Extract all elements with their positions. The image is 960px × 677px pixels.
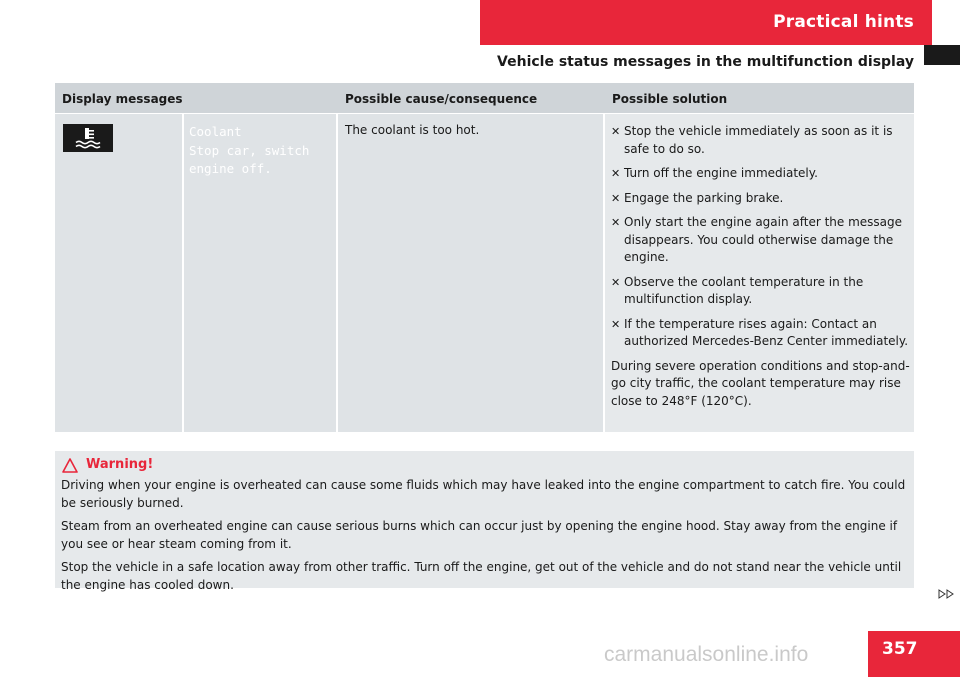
- display-line: engine off.: [189, 161, 272, 176]
- warning-paragraph: Stop the vehicle in a safe location away from other traffic. Turn off the engine, get out of the vehicle and do not stand near the vehicle until the engine has cooled down.: [61, 560, 902, 592]
- list-item: [611, 316, 911, 351]
- solution-list: [611, 123, 911, 410]
- cause-cell: [338, 114, 603, 432]
- display-message-text: [189, 123, 309, 179]
- display-line: Coolant: [189, 124, 242, 139]
- solution-step: Stop the vehicle immediately as soon as it is safe to do so.: [624, 124, 893, 156]
- solution-step: Observe the coolant temperature in the multifunction display.: [624, 274, 864, 306]
- page-number: 357: [868, 631, 960, 677]
- solution-step: If the temperature rises again: Contact an authorized Mercedes-Benz Center immediately.: [624, 316, 909, 348]
- continued-arrows-icon: [937, 588, 957, 600]
- solution-step: Engage the parking brake.: [624, 190, 784, 205]
- list-item: [611, 165, 911, 183]
- solution-step: Turn off the engine immediately.: [624, 166, 818, 180]
- status-message-table: [55, 83, 914, 432]
- column-header-solution: Possible solution: [612, 92, 728, 106]
- warning-paragraph: Steam from an overheated engine can cause serious burns which can occur just by opening the engine hood. Stay away from the engine if you see or hear steam coming from it.: [61, 519, 898, 551]
- section-title: Practical hints: [480, 0, 932, 45]
- list-item: [611, 123, 911, 158]
- page-subtitle: Vehicle status messages in the multifunction display: [497, 54, 914, 70]
- bullet-arrow-icon: ✕: [611, 275, 621, 289]
- thumb-index-tab: [924, 45, 960, 65]
- temperature-note: During severe operation conditions and stop-and-go city traffic, the coolant temperature may rise close to 248°F (120°C).: [611, 358, 910, 408]
- coolant-temperature-icon: [63, 124, 113, 152]
- list-item: [611, 190, 911, 208]
- bullet-arrow-icon: ✕: [611, 317, 621, 331]
- list-item: [611, 214, 911, 267]
- bullet-arrow-icon: ✕: [611, 191, 621, 205]
- warning-heading: [61, 454, 908, 476]
- bullet-arrow-icon: ✕: [611, 125, 621, 138]
- display-line: Stop car, switch: [189, 142, 310, 158]
- list-item: [611, 274, 911, 309]
- warning-title: Warning!: [86, 457, 154, 472]
- bullet-arrow-icon: ✕: [611, 167, 621, 180]
- column-header-cause: Possible cause/consequence: [345, 92, 538, 106]
- cause-text: The coolant is too hot.: [345, 123, 480, 137]
- bullet-arrow-icon: ✕: [611, 216, 621, 229]
- warning-triangle-icon: [62, 458, 78, 473]
- table-header-row: [55, 83, 914, 113]
- icon-cell: [55, 114, 182, 432]
- column-header-display-messages: Display messages: [62, 92, 183, 106]
- watermark: carmanualsonline.info: [604, 643, 809, 666]
- warning-paragraph: Driving when your engine is overheated can cause some fluids which may have leaked into the engine compartment to catch fire. You could be seriously burned.: [61, 478, 906, 510]
- warning-box: [55, 451, 914, 592]
- solution-step: Only start the engine again after the message disappears. You could otherwise damage the engine.: [624, 215, 903, 264]
